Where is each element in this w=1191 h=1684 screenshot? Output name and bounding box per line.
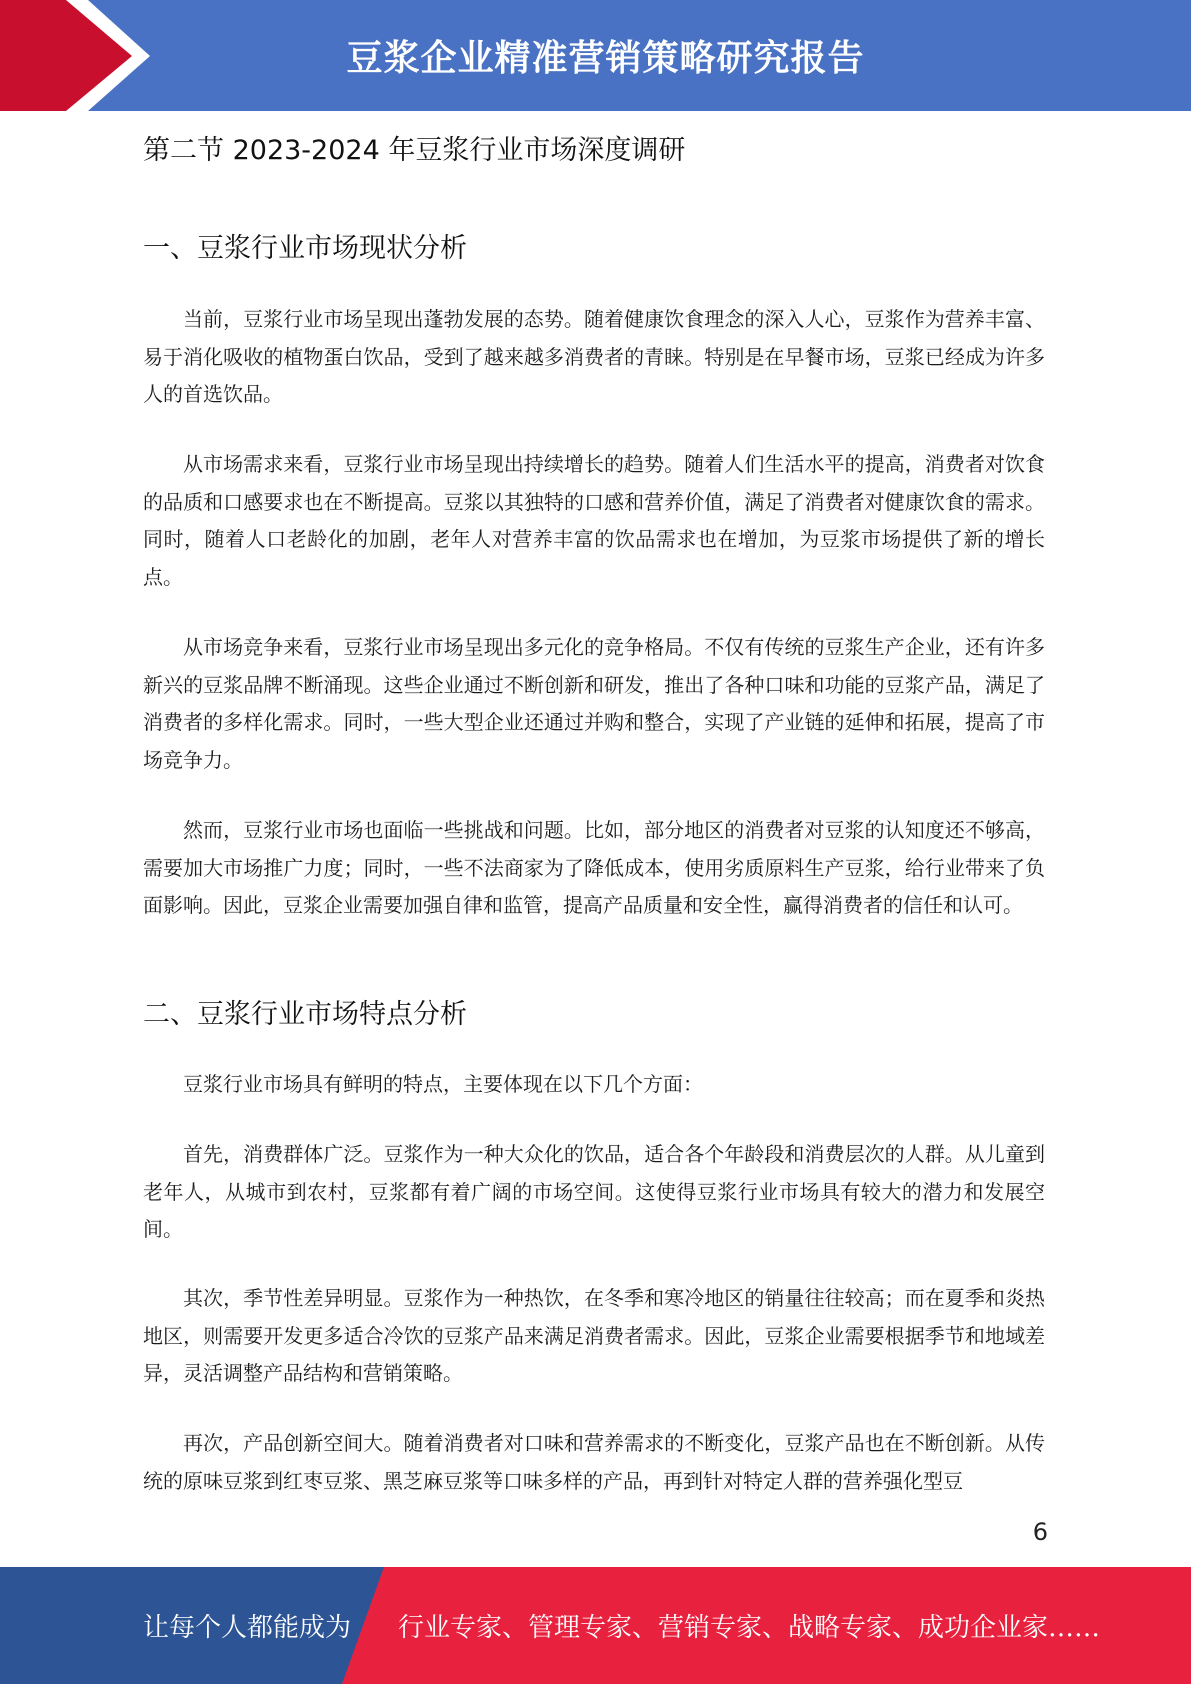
paragraph: 从市场竞争来看，豆浆行业市场呈现出多元化的竞争格局。不仅有传统的豆浆生产企业，还有许多新兴的豆浆品牌不断涌现。这些企业通过不断创新和研发，推出了各种口味和功能的豆浆产品，满足了消费者的多样化需求。同时，一些大型企业还通过并购和整合，实现了产业链的延伸和拓展，提高了市场竞争力。: [143, 635, 1045, 772]
paragraph: 然而，豆浆行业市场也面临一些挑战和问题。比如，部分地区的消费者对豆浆的认知度还不够高，需要加大市场推广力度；同时，一些不法商家为了降低成本，使用劣质原料生产豆浆，给行业带来了负面影响。因此，豆浆企业需要加强自律和监管，提高产品质量和安全性，赢得消费者的信任和认可。: [143, 818, 1045, 917]
heading-part2: 二、豆浆行业市场特点分析: [143, 999, 467, 1030]
section-title: 第二节 2023-2024 年豆浆行业市场深度调研: [143, 135, 686, 166]
heading-part1: 一、豆浆行业市场现状分析: [143, 233, 467, 264]
footer-slogan-right: 行业专家、管理专家、营销专家、战略专家、成功企业家……: [398, 1613, 1101, 1643]
page-number: 6: [1032, 1518, 1048, 1546]
paragraph: 首先，消费群体广泛。豆浆作为一种大众化的饮品，适合各个年龄段和消费层次的人群。从儿童到老年人，从城市到农村，豆浆都有着广阔的市场空间。这使得豆浆行业市场具有较大的潜力和发展空间。: [143, 1142, 1045, 1241]
paragraph: 再次，产品创新空间大。随着消费者对口味和营养需求的不断变化，豆浆产品也在不断创新。从传统的原味豆浆到红枣豆浆、黑芝麻豆浆等口味多样的产品，再到针对特定人群的营养强化型豆: [143, 1431, 1045, 1493]
footer-banner: [0, 1567, 1191, 1684]
paragraph: 当前，豆浆行业市场呈现出蓬勃发展的态势。随着健康饮食理念的深入人心，豆浆作为营养丰富、易于消化吸收的植物蛋白饮品，受到了越来越多消费者的青睐。特别是在早餐市场，豆浆已经成为许多人的首选饮品。: [143, 307, 1045, 406]
paragraph: 豆浆行业市场具有鲜明的特点，主要体现在以下几个方面：: [183, 1072, 703, 1096]
header-banner: [0, 0, 1191, 111]
paragraph: 从市场需求来看，豆浆行业市场呈现出持续增长的趋势。随着人们生活水平的提高，消费者对饮食的品质和口感要求也在不断提高。豆浆以其独特的口感和营养价值，满足了消费者对健康饮食的需求。同时，随着人口老龄化的加剧，老年人对营养丰富的饮品需求也在增加，为豆浆市场提供了新的增长点。: [143, 452, 1045, 589]
paragraph: 其次，季节性差异明显。豆浆作为一种热饮，在冬季和寒冷地区的销量往往较高；而在夏季和炎热地区，则需要开发更多适合冷饮的豆浆产品来满足消费者需求。因此，豆浆企业需要根据季节和地域差异，灵活调整产品结构和营销策略。: [143, 1286, 1045, 1385]
footer-slogan-left: 让每个人都能成为: [143, 1613, 352, 1643]
report-title: 豆浆企业精准营销策略研究报告: [346, 38, 865, 79]
